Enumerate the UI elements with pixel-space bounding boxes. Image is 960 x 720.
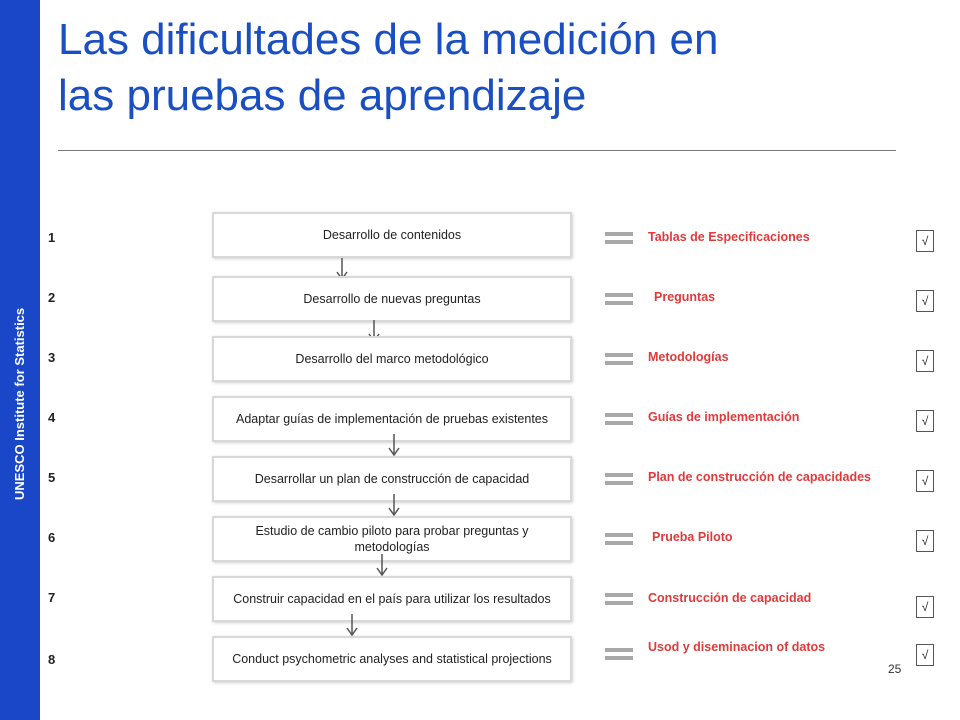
process-step-box: Desarrollo de contenidos — [212, 212, 572, 258]
checkbox-check-icon: √ — [916, 596, 934, 618]
down-arrow-icon — [388, 434, 400, 456]
equals-icon — [605, 353, 633, 365]
process-step-box: Construir capacidad en el país para utilizar los resultados — [212, 576, 572, 622]
checkbox-check-icon: √ — [916, 410, 934, 432]
checkbox-check-icon: √ — [916, 290, 934, 312]
step-number: 7 — [48, 590, 56, 605]
down-arrow-icon — [346, 614, 358, 636]
equals-icon — [605, 593, 633, 605]
outcome-label: Tablas de Especificaciones — [648, 230, 810, 244]
checkbox-check-icon: √ — [916, 350, 934, 372]
checkbox-check-icon: √ — [916, 644, 934, 666]
outcome-label: Construcción de capacidad — [648, 591, 812, 605]
process-step-box: Conduct psychometric analyses and statistical projections — [212, 636, 572, 682]
process-step-box: Desarrollar un plan de construcción de capacidad — [212, 456, 572, 502]
equals-icon — [605, 293, 633, 305]
checkbox-check-icon: √ — [916, 470, 934, 492]
down-arrow-icon — [388, 494, 400, 516]
step-number: 1 — [48, 230, 56, 245]
outcome-label: Metodologías — [648, 350, 729, 364]
equals-icon — [605, 413, 633, 425]
equals-icon — [605, 473, 633, 485]
page-number: 25 — [888, 662, 902, 676]
step-number: 5 — [48, 470, 56, 485]
process-step-box: Estudio de cambio piloto para probar preguntas y metodologías — [212, 516, 572, 562]
title-line-1: Las dificultades de la medición en — [58, 15, 719, 64]
sidebar-text-clip — [12, 200, 28, 500]
step-number: 2 — [48, 290, 56, 305]
outcome-label: Plan de construcción de capacidades — [648, 470, 871, 484]
checkbox-check-icon: √ — [916, 530, 934, 552]
outcome-label: Preguntas — [654, 290, 716, 304]
outcome-label: Prueba Piloto — [652, 530, 733, 544]
step-number: 3 — [48, 350, 56, 365]
equals-icon — [605, 648, 633, 660]
slide-title — [58, 12, 938, 124]
outcome-label: Usod y diseminacion of datos — [648, 640, 826, 654]
step-number: 8 — [48, 652, 56, 667]
equals-icon — [605, 533, 633, 545]
process-diagram — [40, 178, 950, 686]
sidebar-text: UNESCO Institute for Statistics — [12, 307, 27, 500]
down-arrow-icon — [376, 554, 388, 576]
process-step-box: Desarrollo del marco metodológico — [212, 336, 572, 382]
title-line-2: las pruebas de aprendizaje — [58, 71, 587, 120]
sidebar-bar — [0, 0, 40, 720]
title-divider — [58, 150, 896, 151]
step-number: 4 — [48, 410, 56, 425]
step-number: 6 — [48, 530, 56, 545]
equals-icon — [605, 232, 633, 244]
checkbox-check-icon: √ — [916, 230, 934, 252]
outcome-label: Guías de implementación — [648, 410, 800, 424]
process-step-box: Desarrollo de nuevas preguntas — [212, 276, 572, 322]
process-step-box: Adaptar guías de implementación de pruebas existentes — [212, 396, 572, 442]
